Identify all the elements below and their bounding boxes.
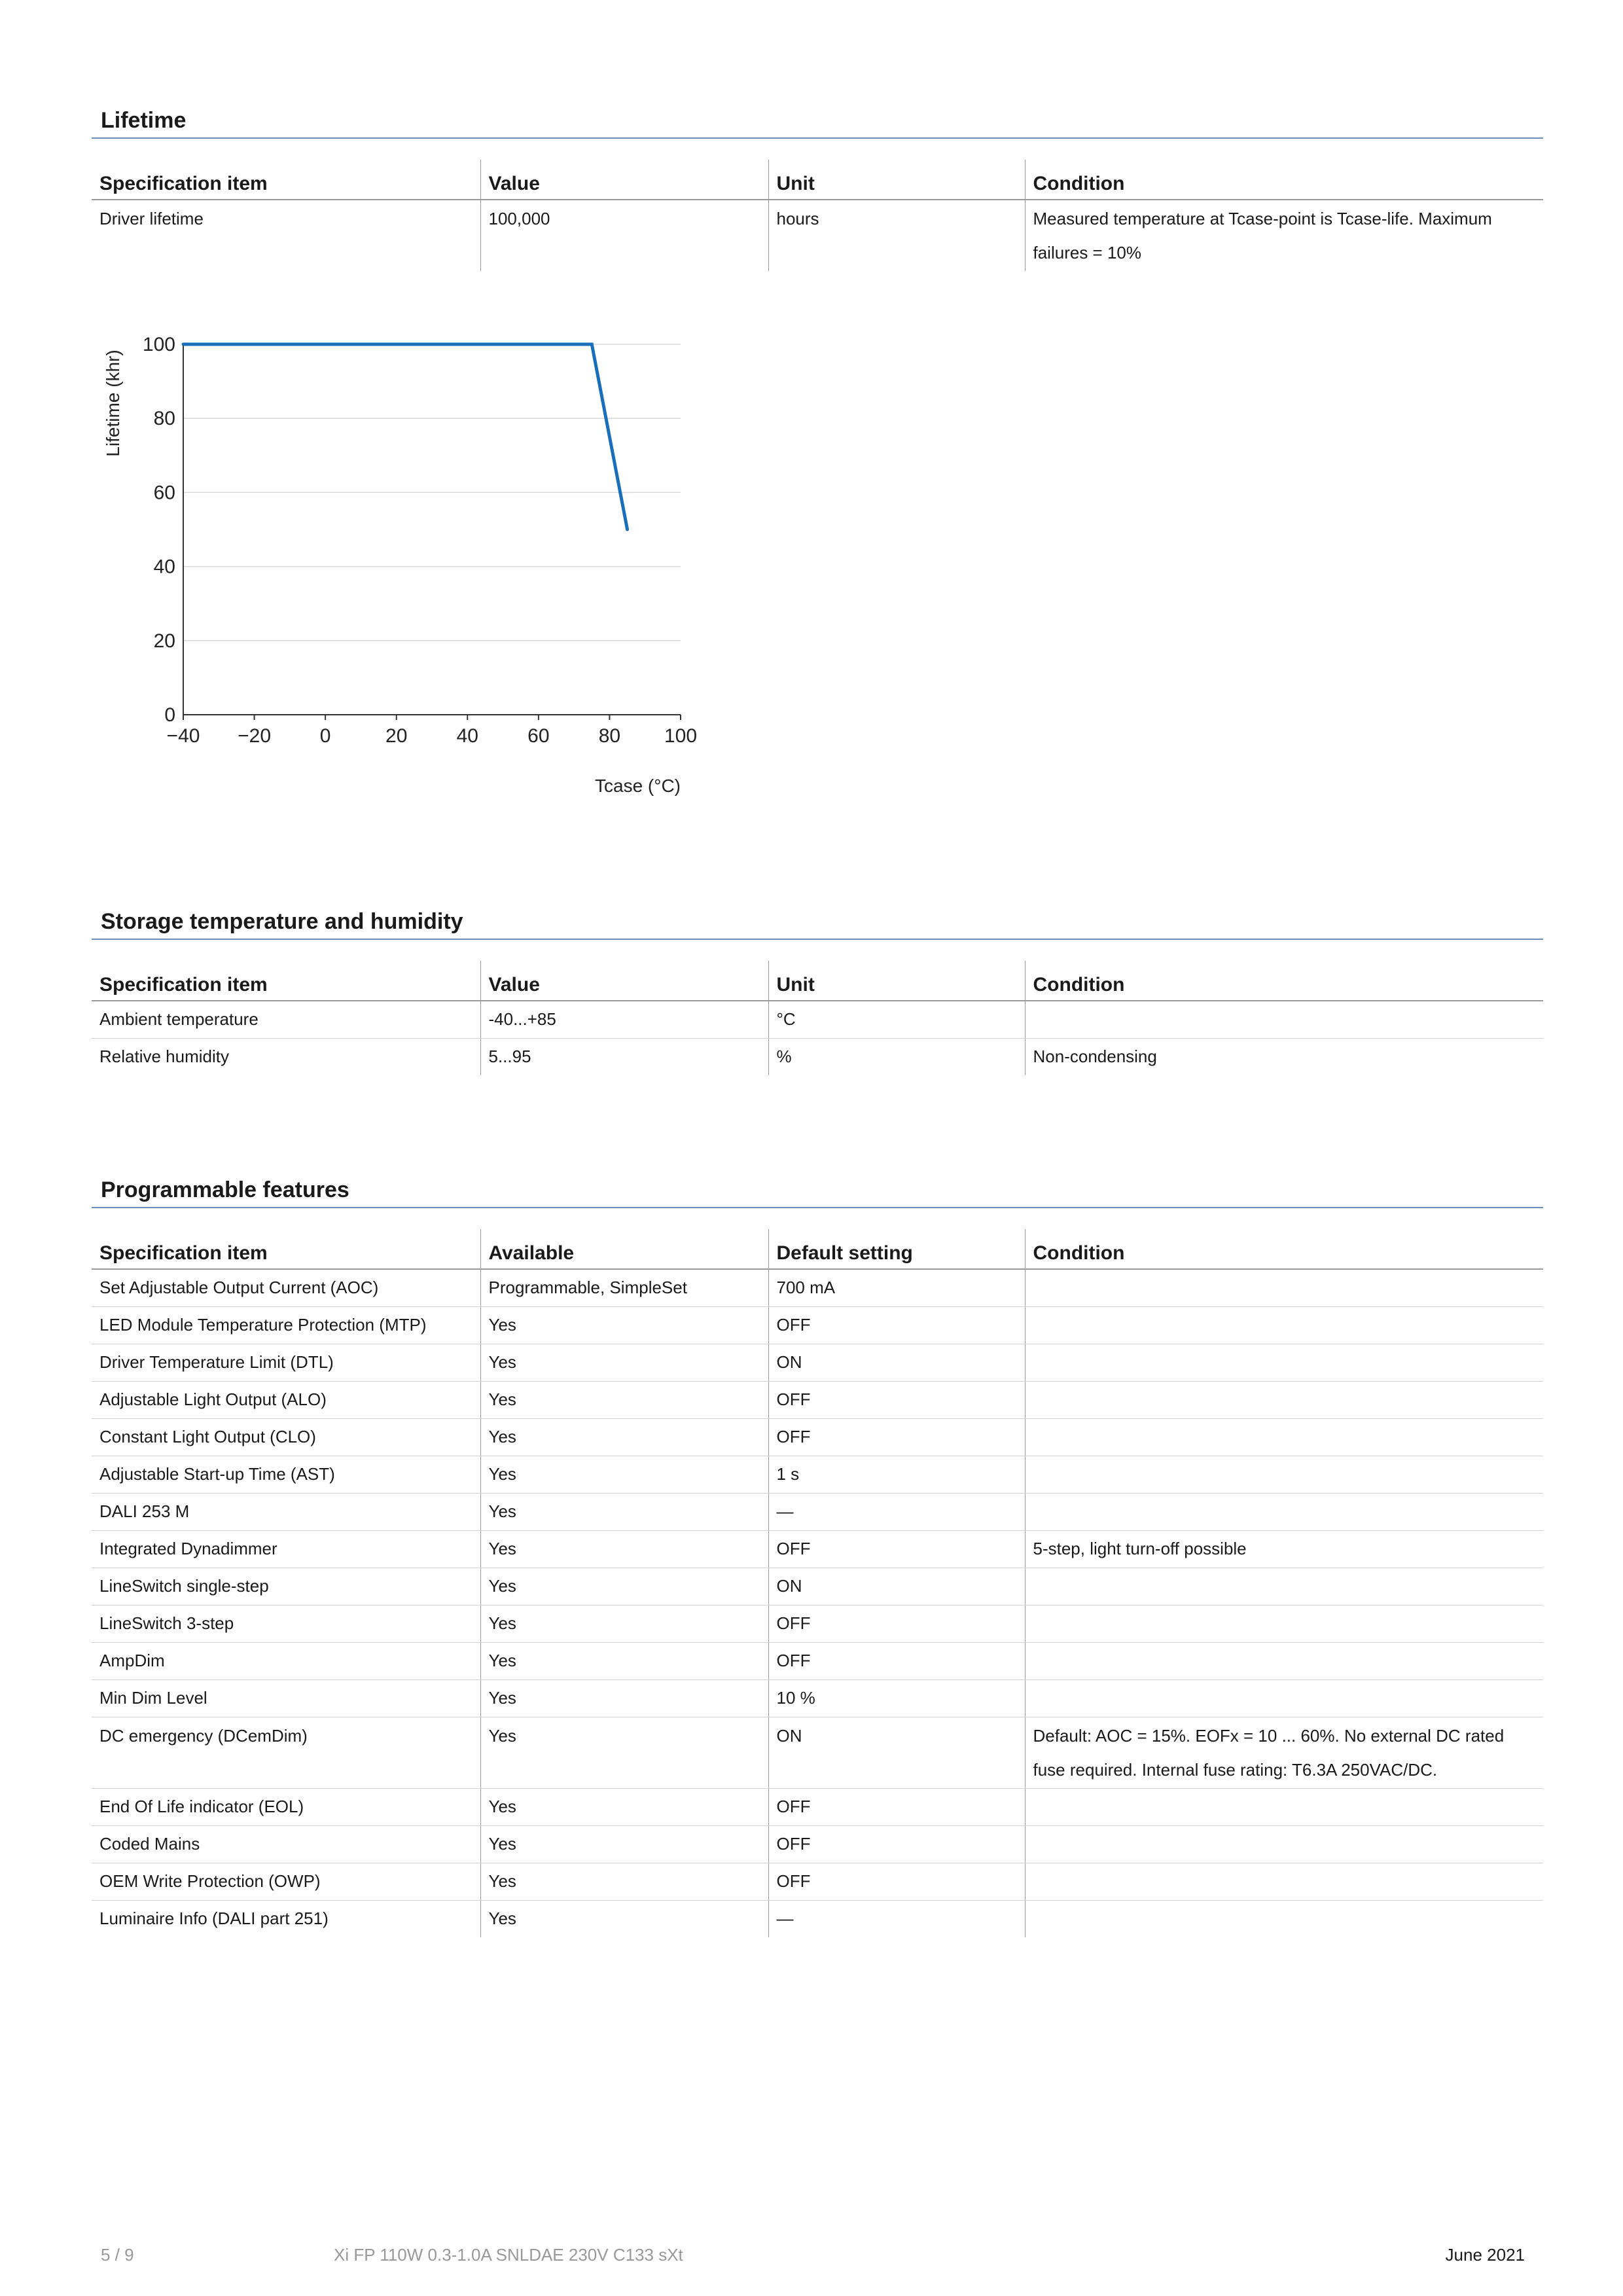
- table-row: [92, 1419, 1543, 1456]
- table-cell: Yes: [480, 1901, 768, 1938]
- table-cell: [1025, 1001, 1543, 1039]
- table-cell: [1025, 1382, 1543, 1419]
- column-header: Value: [480, 160, 768, 200]
- table-cell: Coded Mains: [92, 1826, 480, 1863]
- table-cell: OFF: [768, 1863, 1025, 1901]
- y-tick-label: 40: [153, 556, 175, 578]
- table-row: [92, 1382, 1543, 1419]
- table-row: [92, 1039, 1543, 1076]
- x-tick-label: 20: [385, 725, 408, 747]
- x-tick-label: 100: [664, 725, 698, 747]
- table-cell: %: [768, 1039, 1025, 1076]
- table-header-row: [92, 1229, 1543, 1269]
- table-cell: Adjustable Start-up Time (AST): [92, 1456, 480, 1494]
- table-cell: Ambient temperature: [92, 1001, 480, 1039]
- table-row: [92, 200, 1543, 271]
- table-row: [92, 1901, 1543, 1938]
- table-cell: DC emergency (DCemDim): [92, 1717, 480, 1789]
- table-cell: -40...+85: [480, 1001, 768, 1039]
- table-header-row: [92, 160, 1543, 200]
- table-cell: Luminaire Info (DALI part 251): [99, 1909, 329, 1928]
- table-row: [92, 1344, 1543, 1382]
- lifetime-chart-svg: [92, 314, 733, 812]
- column-header: Unit: [768, 961, 1025, 1001]
- x-axis-label: Tcase (°C): [595, 776, 681, 796]
- column-header: Condition: [1025, 961, 1543, 1001]
- table-cell: Yes: [480, 1419, 768, 1456]
- column-header: Specification item: [92, 961, 480, 1001]
- table-row: [92, 1531, 1543, 1568]
- table-cell: —: [768, 1494, 1025, 1531]
- table-row: [92, 1307, 1543, 1344]
- table-cell: Yes: [480, 1494, 768, 1531]
- y-tick-label: 100: [142, 334, 175, 355]
- table-cell: OFF: [768, 1307, 1025, 1344]
- table-cell: Non-condensing: [1025, 1039, 1543, 1076]
- section-title-storage: Storage temperature and humidity: [92, 905, 1543, 940]
- table-cell: End Of Life indicator (EOL): [92, 1789, 480, 1826]
- table-cell: [1025, 1605, 1543, 1643]
- table-row: [92, 1001, 1543, 1039]
- table-cell: Yes: [480, 1456, 768, 1494]
- table-cell: [1025, 1643, 1543, 1680]
- table-row: [92, 1269, 1543, 1307]
- column-header: Available: [480, 1229, 768, 1269]
- table-cell: Yes: [480, 1307, 768, 1344]
- table-cell: OFF: [768, 1789, 1025, 1826]
- table-cell: [1025, 1307, 1543, 1344]
- table-row: [92, 1863, 1543, 1901]
- y-axis-label: Lifetime (khr): [103, 350, 123, 457]
- table-row: [92, 1789, 1543, 1826]
- table-cell: [1025, 1789, 1543, 1826]
- table-cell: LineSwitch single-step: [92, 1568, 480, 1605]
- data-point: [626, 528, 629, 531]
- x-tick-label: 60: [527, 725, 550, 747]
- table-cell: [1025, 1901, 1543, 1938]
- table-row: [92, 1494, 1543, 1531]
- table-cell: ON: [768, 1344, 1025, 1382]
- column-header: Specification item: [92, 160, 480, 200]
- table-cell: Programmable, SimpleSet: [480, 1269, 768, 1307]
- table-cell: Relative humidity: [99, 1047, 229, 1066]
- table-cell: —: [768, 1901, 1025, 1938]
- table-cell: Yes: [480, 1789, 768, 1826]
- table-cell: OFF: [768, 1605, 1025, 1643]
- table-cell: Yes: [480, 1643, 768, 1680]
- table-cell: [1025, 1568, 1543, 1605]
- table-row: [92, 1643, 1543, 1680]
- table-cell: OFF: [768, 1382, 1025, 1419]
- table-cell: OEM Write Protection (OWP): [92, 1863, 480, 1901]
- column-header: Value: [480, 961, 768, 1001]
- table-cell: °C: [768, 1001, 1025, 1039]
- table-cell: Yes: [480, 1717, 768, 1789]
- table-cell: 5-step, light turn-off possible: [1025, 1531, 1543, 1568]
- table-cell: LED Module Temperature Protection (MTP): [92, 1307, 480, 1344]
- lifetime-table: [92, 160, 1543, 271]
- data-point: [590, 343, 594, 346]
- column-header: Condition: [1025, 160, 1543, 200]
- table-row: [92, 1680, 1543, 1717]
- table-cell: [1025, 1826, 1543, 1863]
- table-cell: DALI 253 M: [92, 1494, 480, 1531]
- table-row: [92, 1826, 1543, 1863]
- table-cell: 100,000: [480, 200, 768, 271]
- column-header: Default setting: [768, 1229, 1025, 1269]
- table-cell: Measured temperature at Tcase-point is Tcase-life. Maximum failures = 10%: [1025, 200, 1543, 271]
- table-cell: [1025, 1456, 1543, 1494]
- y-tick-label: 0: [164, 704, 175, 726]
- table-cell: 700 mA: [768, 1269, 1025, 1307]
- table-cell: Integrated Dynadimmer: [92, 1531, 480, 1568]
- table-cell: OFF: [768, 1826, 1025, 1863]
- table-cell: Min Dim Level: [92, 1680, 480, 1717]
- table-row: [92, 1605, 1543, 1643]
- document-date: June 2021: [1445, 2245, 1525, 2265]
- table-row: [92, 1568, 1543, 1605]
- table-cell: hours: [768, 200, 1025, 271]
- table-cell: ON: [768, 1717, 1025, 1789]
- table-cell: [1025, 1269, 1543, 1307]
- table-row: [92, 1456, 1543, 1494]
- storage-table: [92, 961, 1543, 1075]
- table-cell: 5...95: [480, 1039, 768, 1076]
- table-cell: [1025, 1863, 1543, 1901]
- table-row: [92, 1717, 1543, 1789]
- lifetime-chart: [92, 314, 733, 812]
- section-title-programmable: Programmable features: [92, 1173, 1543, 1208]
- table-cell: Driver Temperature Limit (DTL): [92, 1344, 480, 1382]
- y-tick-label: 80: [153, 408, 175, 430]
- table-cell: OFF: [768, 1531, 1025, 1568]
- table-cell: Yes: [480, 1863, 768, 1901]
- column-header: Condition: [1025, 1229, 1543, 1269]
- programmable-table: [92, 1229, 1543, 1937]
- x-tick-label: 0: [319, 725, 331, 747]
- column-header: Unit: [768, 160, 1025, 200]
- y-tick-label: 60: [153, 482, 175, 504]
- x-tick-label: −20: [238, 725, 272, 747]
- table-cell: OFF: [768, 1643, 1025, 1680]
- y-tick-label: 20: [153, 630, 175, 652]
- table-cell: ON: [768, 1568, 1025, 1605]
- table-cell: [1025, 1344, 1543, 1382]
- table-cell: 10 %: [768, 1680, 1025, 1717]
- table-cell: Yes: [480, 1531, 768, 1568]
- table-cell: Yes: [480, 1826, 768, 1863]
- table-cell: Constant Light Output (CLO): [92, 1419, 480, 1456]
- table-cell: OFF: [768, 1419, 1025, 1456]
- table-cell: Yes: [480, 1680, 768, 1717]
- table-cell: Default: AOC = 15%. EOFx = 10 ... 60%. No external DC rated fuse required. Internal fuse rating: T6.3A 250VAC/DC.: [1025, 1717, 1543, 1789]
- table-cell: Adjustable Light Output (ALO): [92, 1382, 480, 1419]
- table-cell: Driver lifetime: [99, 209, 204, 228]
- x-tick-label: 80: [598, 725, 621, 747]
- table-cell: [1025, 1419, 1543, 1456]
- x-tick-label: −40: [166, 725, 200, 747]
- table-cell: Yes: [480, 1605, 768, 1643]
- table-header-row: [92, 961, 1543, 1001]
- storage-section: [92, 905, 1543, 1075]
- x-tick-label: 40: [456, 725, 478, 747]
- table-cell: [1025, 1680, 1543, 1717]
- table-cell: Yes: [480, 1382, 768, 1419]
- table-cell: Set Adjustable Output Current (AOC): [92, 1269, 480, 1307]
- table-cell: 1 s: [768, 1456, 1025, 1494]
- lifetime-section: [92, 103, 1543, 271]
- product-name: Xi FP 110W 0.3-1.0A SNLDAE 230V C133 sXt: [334, 2245, 683, 2265]
- table-cell: LineSwitch 3-step: [92, 1605, 480, 1643]
- table-cell: Yes: [480, 1344, 768, 1382]
- data-point: [182, 343, 185, 346]
- programmable-section: [92, 1173, 1543, 1937]
- section-title-lifetime: Lifetime: [92, 103, 1543, 139]
- table-cell: AmpDim: [92, 1643, 480, 1680]
- table-cell: Yes: [480, 1568, 768, 1605]
- page-number: 5 / 9: [101, 2245, 134, 2265]
- series-line: [183, 344, 628, 529]
- column-header: Specification item: [92, 1229, 480, 1269]
- table-cell: [1025, 1494, 1543, 1531]
